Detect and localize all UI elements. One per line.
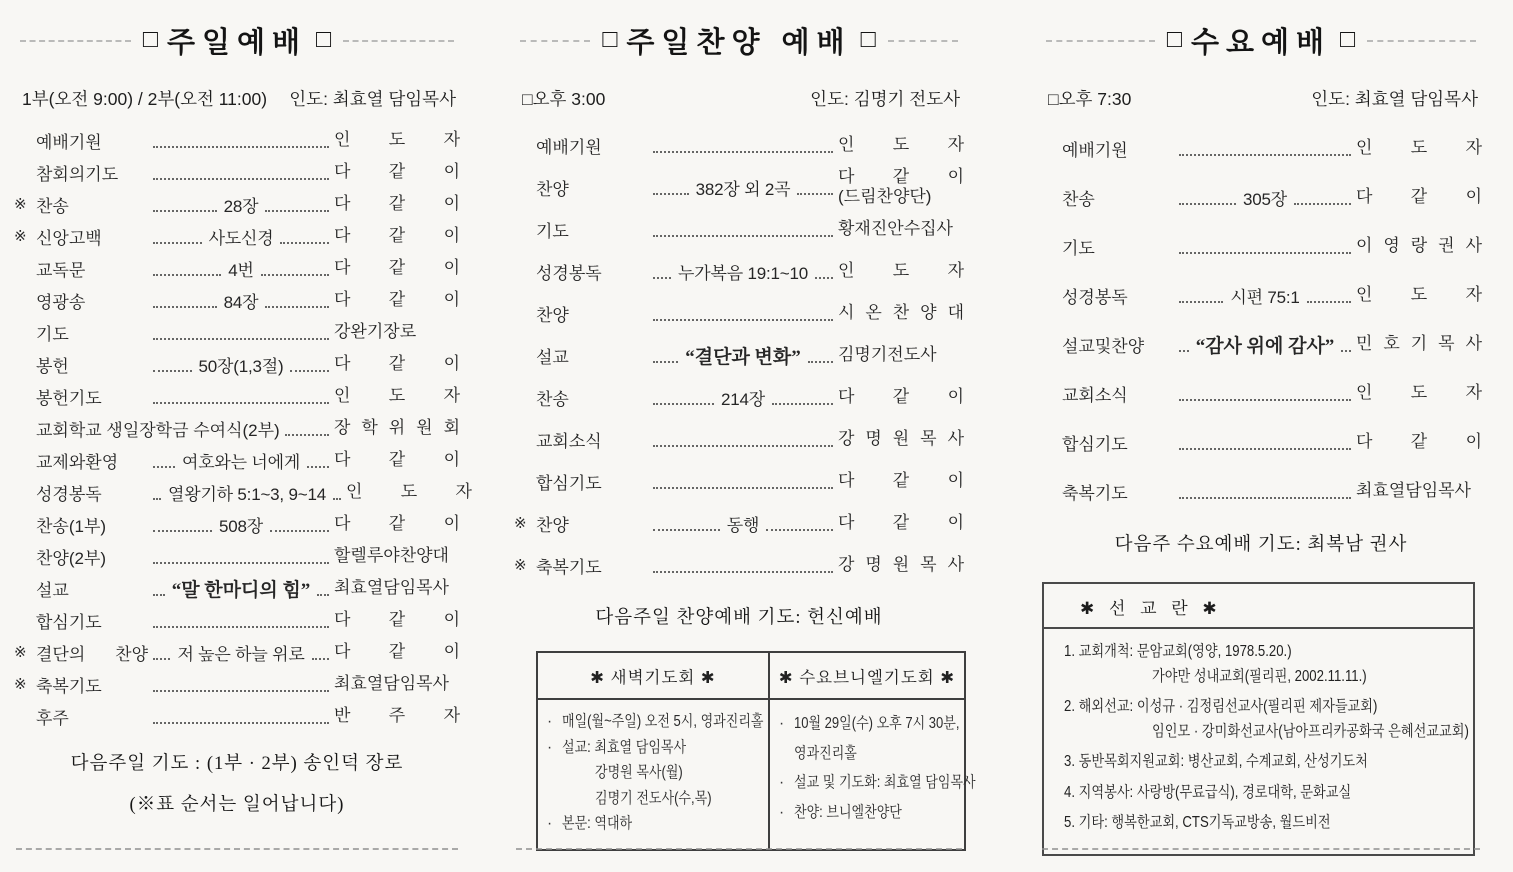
mission-board-title: ✱ 선 교 란 ✱ (1044, 584, 1473, 629)
standing-note: (※표 순서는 일어납니다) (129, 795, 345, 815)
item-label: 교제와환영 (36, 452, 119, 472)
prayer-meeting-line: · 매일(월~주일) 오전 5시, 영과진리홀 (547, 709, 766, 735)
leader-dots (265, 293, 329, 308)
leader-dots (290, 357, 329, 372)
item-performer: 인 도 자 (334, 385, 460, 405)
item-content: 4번 (228, 260, 254, 280)
leader-dots (153, 517, 212, 532)
wednesday-bniel-prayer-header: ✱ 수요브니엘기도회 ✱ (778, 669, 956, 687)
item-label: 찬양(2부) (36, 548, 107, 568)
item-content: 저 높은 하늘 위로 (177, 644, 305, 664)
leader-dots (653, 306, 833, 321)
item-label: 기도 (36, 324, 69, 344)
leader-dots (808, 348, 833, 363)
item-label: 예배기원 (536, 137, 602, 157)
service-time: 1부(오전 9:00) / 2부(오전 11:00) (22, 89, 268, 109)
leader-dots (285, 421, 329, 436)
service-item-row (14, 700, 460, 732)
panel-title (1161, 20, 1361, 61)
leader-dots (307, 453, 329, 468)
service-leader: 인도: 최효열 담임목사 (1311, 89, 1478, 109)
bullet-icon: · (779, 803, 785, 821)
leader-dots (653, 138, 833, 153)
service-item-row (14, 380, 460, 412)
leader-dots (1179, 190, 1236, 205)
mission-line: 5. 기타: 행복한교회, CTS기독교방송, 월드비전 (1064, 814, 1331, 831)
panel-wednesday-worship (1040, 0, 1482, 872)
item-performer: 다 같 이 (1356, 432, 1482, 452)
item-label: 예배기원 (1062, 141, 1128, 160)
title-box-icon: □ (142, 25, 158, 53)
leader-dots (265, 197, 329, 212)
item-performer: 강 명 원 목 사 (838, 554, 964, 574)
leader-dots (653, 432, 833, 447)
service-item-row (1040, 222, 1482, 271)
item-performer: 장 학 위 원 회 (334, 417, 460, 437)
dashed-rule (888, 40, 958, 42)
service-item-row (14, 540, 460, 572)
service-item-row (14, 572, 460, 604)
leader-dots (153, 357, 192, 372)
leader-dots (153, 293, 217, 308)
panel-title (596, 20, 881, 61)
service-item-row (1040, 271, 1482, 320)
service-item-row (14, 252, 460, 284)
dashed-rule (16, 848, 458, 850)
leader-dots (1341, 337, 1351, 352)
item-performer: 인 도 자 (838, 134, 964, 154)
item-performer: 다 같 이 (334, 193, 461, 213)
service-item-row (14, 220, 460, 252)
item-content: 305장 (1243, 190, 1287, 209)
leader-dots (653, 516, 720, 531)
dashed-rule (516, 848, 962, 850)
dawn-prayer-header: ✱ 새벽기도회 ✱ (538, 653, 770, 698)
item-performer: 김명기전도사 (838, 344, 937, 364)
dashed-rule (1367, 40, 1476, 42)
service-item-row (14, 412, 460, 444)
service-item-row (14, 124, 460, 156)
item-performer: 다 같 이 (드림찬양단) (838, 166, 965, 206)
service-item-row (514, 376, 964, 418)
service-item-row (1040, 320, 1482, 369)
order-of-worship-list (1040, 124, 1482, 516)
leader-dots (280, 229, 329, 244)
leader-dots (1179, 337, 1189, 352)
prayer-meeting-line: · 설교: 최효열 담임목사 (547, 735, 766, 761)
dawn-prayer-cell (538, 700, 770, 849)
service-leader: 인도: 최효열 담임목사 (289, 89, 456, 109)
item-performer: 최효열담임목사 (334, 577, 449, 597)
leader-dots (312, 645, 329, 660)
item-performer: 다 같 이 (334, 161, 460, 181)
item-label: 후주 (36, 708, 69, 728)
item-label: 기도 (536, 221, 569, 241)
service-item-row (514, 460, 964, 502)
leader-dots (1179, 435, 1351, 450)
leader-dots (153, 677, 329, 692)
item-label: 합심기도 (36, 612, 102, 632)
item-label: 합심기도 (536, 473, 602, 493)
mission-item (1064, 811, 1467, 836)
service-item-row (1040, 467, 1482, 516)
bullet-icon: · (547, 713, 553, 730)
prayer-meeting-line: · 설교 및 기도화: 최효열 담임목사 (779, 768, 1010, 798)
leader-dots (153, 581, 165, 596)
item-label: 설교 (36, 580, 69, 600)
leader-dots (153, 549, 329, 564)
leader-dots (653, 180, 689, 195)
service-item-row (14, 636, 460, 668)
next-week-prayer-note: 다음주일 기도 : (1부 · 2부) 송인덕 장로 (70, 754, 404, 774)
leader-dots (1179, 386, 1351, 401)
bullet-icon: · (547, 815, 553, 832)
service-item-row (14, 444, 460, 476)
item-label: 설교및찬양 (1062, 337, 1145, 356)
item-content: 508장 (219, 516, 263, 536)
dashed-rule (343, 40, 454, 42)
dashed-rule (520, 40, 590, 42)
item-content: “말 한마디의 힘” (171, 579, 311, 601)
leader-dots (333, 485, 341, 500)
service-item-row (1040, 369, 1482, 418)
service-subheader (22, 86, 456, 111)
standing-mark: ※ (14, 676, 27, 693)
service-item-row (514, 292, 964, 334)
item-label: 찬양 (536, 515, 569, 535)
mission-line: 가야만 성내교회(필리핀, 2002.11.11.) (1152, 667, 1367, 685)
service-item-row (14, 476, 472, 508)
mission-line: 3. 동반목회지원교회: 병산교회, 수계교회, 산성기도처 (1064, 753, 1368, 770)
service-item-row (1040, 173, 1482, 222)
item-label: 영광송 (36, 292, 86, 312)
order-of-worship-list (14, 124, 472, 732)
next-week-prayer-note: 다음주일 찬양예배 기도: 헌신예배 (595, 608, 883, 628)
item-content: “결단과 변화” (685, 346, 801, 368)
item-label: 찬송 (1062, 190, 1095, 209)
panel-title-text: 주일찬양 예배 (626, 27, 852, 59)
panel-title-row (1040, 20, 1482, 61)
item-performer: 인 도 자 (838, 260, 964, 280)
service-subheader (1048, 86, 1478, 111)
order-of-worship-list (514, 124, 964, 586)
service-item-row (14, 188, 460, 220)
item-label: 성경봉독 (36, 484, 102, 504)
title-box-icon: □ (1340, 25, 1356, 53)
mission-item (1064, 781, 1467, 806)
service-item-row (514, 208, 964, 250)
leader-dots (153, 485, 161, 500)
item-performer: 황재진안수집사 (838, 218, 953, 238)
service-item-row (14, 348, 460, 380)
item-performer: 반 주 자 (334, 705, 460, 725)
next-week-prayer-note: 다음주 수요예배 기도: 최복남 권사 (1114, 535, 1408, 555)
item-performer: 다 같 이 (334, 257, 461, 277)
panel-sunday-worship (14, 0, 472, 872)
leader-dots (153, 229, 202, 244)
service-item-row (14, 284, 460, 316)
leader-dots (317, 581, 329, 596)
item-content: 사도신경 (208, 228, 274, 248)
service-item-row (14, 604, 460, 636)
item-performer: 다 같 이 (334, 225, 461, 245)
service-item-row (1040, 124, 1482, 173)
leader-dots (1307, 288, 1351, 303)
dashed-rule (1046, 40, 1155, 42)
service-item-row (514, 418, 964, 460)
item-performer: 이 영 랑 권 사 (1356, 236, 1482, 256)
item-label: 설교 (536, 347, 569, 367)
bullet-icon: · (779, 715, 785, 732)
standing-mark: ※ (14, 644, 27, 661)
item-performer: 인 도 자 (1356, 138, 1482, 158)
mission-line: 임인모 · 강미화선교사(남아프리카공화국 은혜선교교회) (1152, 722, 1469, 740)
service-item-row (14, 316, 460, 348)
standing-mark: ※ (14, 196, 27, 213)
item-performer: 다 같 이 (334, 449, 461, 469)
item-label: 찬양 (536, 179, 569, 199)
dashed-rule (1042, 848, 1480, 850)
panel-title-row (14, 20, 460, 61)
leader-dots (270, 517, 329, 532)
item-label: 축복기도 (536, 557, 602, 577)
leader-dots (653, 558, 833, 573)
title-box-icon: □ (602, 25, 618, 53)
standing-mark: ※ (514, 557, 527, 574)
item-label: 성경봉독 (536, 263, 602, 283)
leader-dots (153, 645, 170, 660)
item-performer: 강 명 원 목 사 (838, 428, 964, 448)
item-performer: 다 같 이 (334, 289, 461, 309)
item-label: 찬송 (536, 389, 569, 409)
leader-dots (153, 261, 221, 276)
item-label: 성경봉독 (1062, 288, 1128, 307)
item-content: 동행 (726, 515, 760, 535)
leader-dots (653, 348, 678, 363)
service-time: □오후 7:30 (1048, 89, 1132, 109)
prayer-meeting-line: · 10월 29일(수) 오후 7시 30분, (779, 709, 1010, 739)
leader-dots (1179, 239, 1351, 254)
leader-dots (153, 389, 329, 404)
item-label: 예배기원 (36, 132, 102, 152)
leader-dots (766, 516, 833, 531)
leader-dots (653, 222, 833, 237)
leader-dots (1294, 190, 1351, 205)
item-content: 50장(1,3절) (198, 356, 284, 376)
item-label: 교회학교 생일장학금 수여식(2부) (36, 420, 280, 440)
service-item-row (514, 544, 964, 586)
panel-title-text: 수요예배 (1190, 27, 1332, 59)
prayer-meeting-line: 강명원 목사(월) (595, 764, 683, 781)
leader-dots (153, 613, 329, 628)
leader-dots (153, 197, 217, 212)
service-item-row (1040, 418, 1482, 467)
item-content: 열왕기하 5:1~3, 9~14 (168, 484, 326, 504)
item-performer: 다 같 이 (1356, 187, 1482, 207)
item-performer: 다 같 이 (838, 470, 964, 490)
item-content: “감사 위에 감사” (1195, 336, 1335, 357)
item-content: 84장 (223, 292, 259, 312)
leader-dots (1179, 288, 1223, 303)
title-box-icon: □ (1166, 25, 1182, 53)
item-performer: 인 도 자 (334, 129, 460, 149)
prayer-meeting-line: 영과진리홀 (794, 744, 857, 762)
item-label: 봉헌 (36, 356, 69, 376)
item-label: 합심기도 (1062, 435, 1128, 454)
prayer-meetings-table-header (538, 653, 964, 700)
service-time: □오후 3:00 (522, 89, 606, 109)
panel-sunday-praise-worship (514, 0, 976, 872)
panel-title-text: 주일예배 (166, 27, 308, 59)
title-box-icon: □ (316, 25, 332, 53)
item-label: 결단의 찬양 (36, 644, 148, 664)
item-label: 교독문 (36, 260, 86, 280)
item-content: 여호와는 너에게 (181, 452, 301, 472)
mission-board (1042, 582, 1475, 856)
leader-dots (653, 390, 714, 405)
leader-dots (153, 453, 175, 468)
leader-dots (797, 180, 833, 195)
item-content: 시편 75:1 (1230, 288, 1300, 307)
item-label: 참회의기도 (36, 164, 119, 184)
leader-dots (261, 261, 329, 276)
item-performer: 강완기장로 (334, 321, 417, 341)
leader-dots (653, 474, 833, 489)
item-performer: 최효열담임목사 (334, 673, 449, 693)
service-item-row (514, 502, 964, 544)
item-content: 누가복음 19:1~10 (678, 263, 808, 283)
service-item-row (514, 334, 964, 376)
bniel-prayer-cell (770, 700, 1012, 849)
item-performer: 인 도 자 (345, 481, 472, 501)
item-label: 신앙고백 (36, 228, 102, 248)
mission-item (1064, 695, 1467, 744)
item-performer: 다 같 이 (838, 386, 964, 406)
service-item-row (14, 508, 460, 540)
mission-item (1064, 640, 1467, 689)
item-label: 봉헌기도 (36, 388, 102, 408)
item-performer: 다 같 이 (334, 609, 460, 629)
item-performer: 인 도 자 (1356, 383, 1482, 403)
item-content: 28장 (223, 196, 259, 216)
mission-line: 2. 해외선교: 이성규 · 김정림선교사(필리핀 제자들교회) (1064, 698, 1378, 715)
item-performer: 최효열담임목사 (1356, 481, 1471, 501)
leader-dots (153, 709, 329, 724)
item-performer: 다 같 이 (334, 641, 460, 661)
mission-item (1064, 750, 1467, 775)
item-content: 382장 외 2곡 (695, 179, 791, 199)
leader-dots (1179, 484, 1351, 499)
mission-line: 4. 지역봉사: 사랑방(무료급식), 경로대학, 문화교실 (1064, 783, 1352, 801)
item-performer: 할렐루야찬양대 (334, 545, 449, 565)
prayer-meetings-table (536, 651, 976, 851)
item-performer: 인 도 자 (1356, 285, 1483, 305)
dashed-rule (20, 40, 131, 42)
panel-title (137, 20, 337, 61)
item-performer: 다 같 이 (334, 513, 460, 533)
leader-dots (153, 325, 329, 340)
service-item-row (514, 250, 964, 292)
service-item-row (14, 668, 460, 700)
prayer-meeting-line: · 찬양: 브니엘찬양단 (779, 798, 1010, 828)
leader-dots (153, 133, 329, 148)
leader-dots (772, 390, 833, 405)
item-performer: 다 같 이 (838, 512, 965, 532)
item-label: 찬양 (536, 305, 569, 325)
service-item-row (14, 156, 460, 188)
item-performer: 민 호 기 목 사 (1356, 334, 1482, 354)
item-label: 축복기도 (36, 676, 102, 696)
leader-dots (1179, 141, 1351, 156)
standing-mark: ※ (14, 228, 27, 245)
mission-line: 1. 교회개척: 문암교회(영양, 1978.5.20.) (1064, 643, 1292, 660)
service-subheader (522, 86, 960, 111)
panel-title-row (514, 20, 964, 61)
item-content: 214장 (721, 389, 765, 409)
item-label: 찬송 (36, 196, 69, 216)
leader-dots (153, 165, 329, 180)
prayer-meeting-line: 김명기 전도사(수,목) (595, 789, 712, 807)
standing-mark: ※ (514, 515, 527, 532)
leader-dots (815, 264, 833, 279)
service-item-row (514, 166, 964, 208)
item-performer: 시 온 찬 양 대 (838, 302, 964, 322)
prayer-meeting-line: · 본문: 역대하 (547, 811, 766, 837)
service-leader: 인도: 김명기 전도사 (810, 89, 960, 109)
title-box-icon: □ (860, 25, 876, 53)
leader-dots (653, 264, 671, 279)
prayer-meetings-table-body (538, 700, 976, 849)
item-label: 찬송(1부) (36, 516, 107, 536)
item-label: 교회소식 (1062, 386, 1128, 405)
item-label: 교회소식 (536, 431, 602, 451)
item-label: 축복기도 (1062, 484, 1128, 503)
item-performer: 다 같 이 (334, 353, 461, 373)
bullet-icon: · (547, 738, 553, 756)
mission-items (1044, 629, 1473, 854)
item-label: 기도 (1062, 239, 1095, 258)
service-item-row (514, 124, 964, 166)
bullet-icon: · (779, 774, 785, 791)
